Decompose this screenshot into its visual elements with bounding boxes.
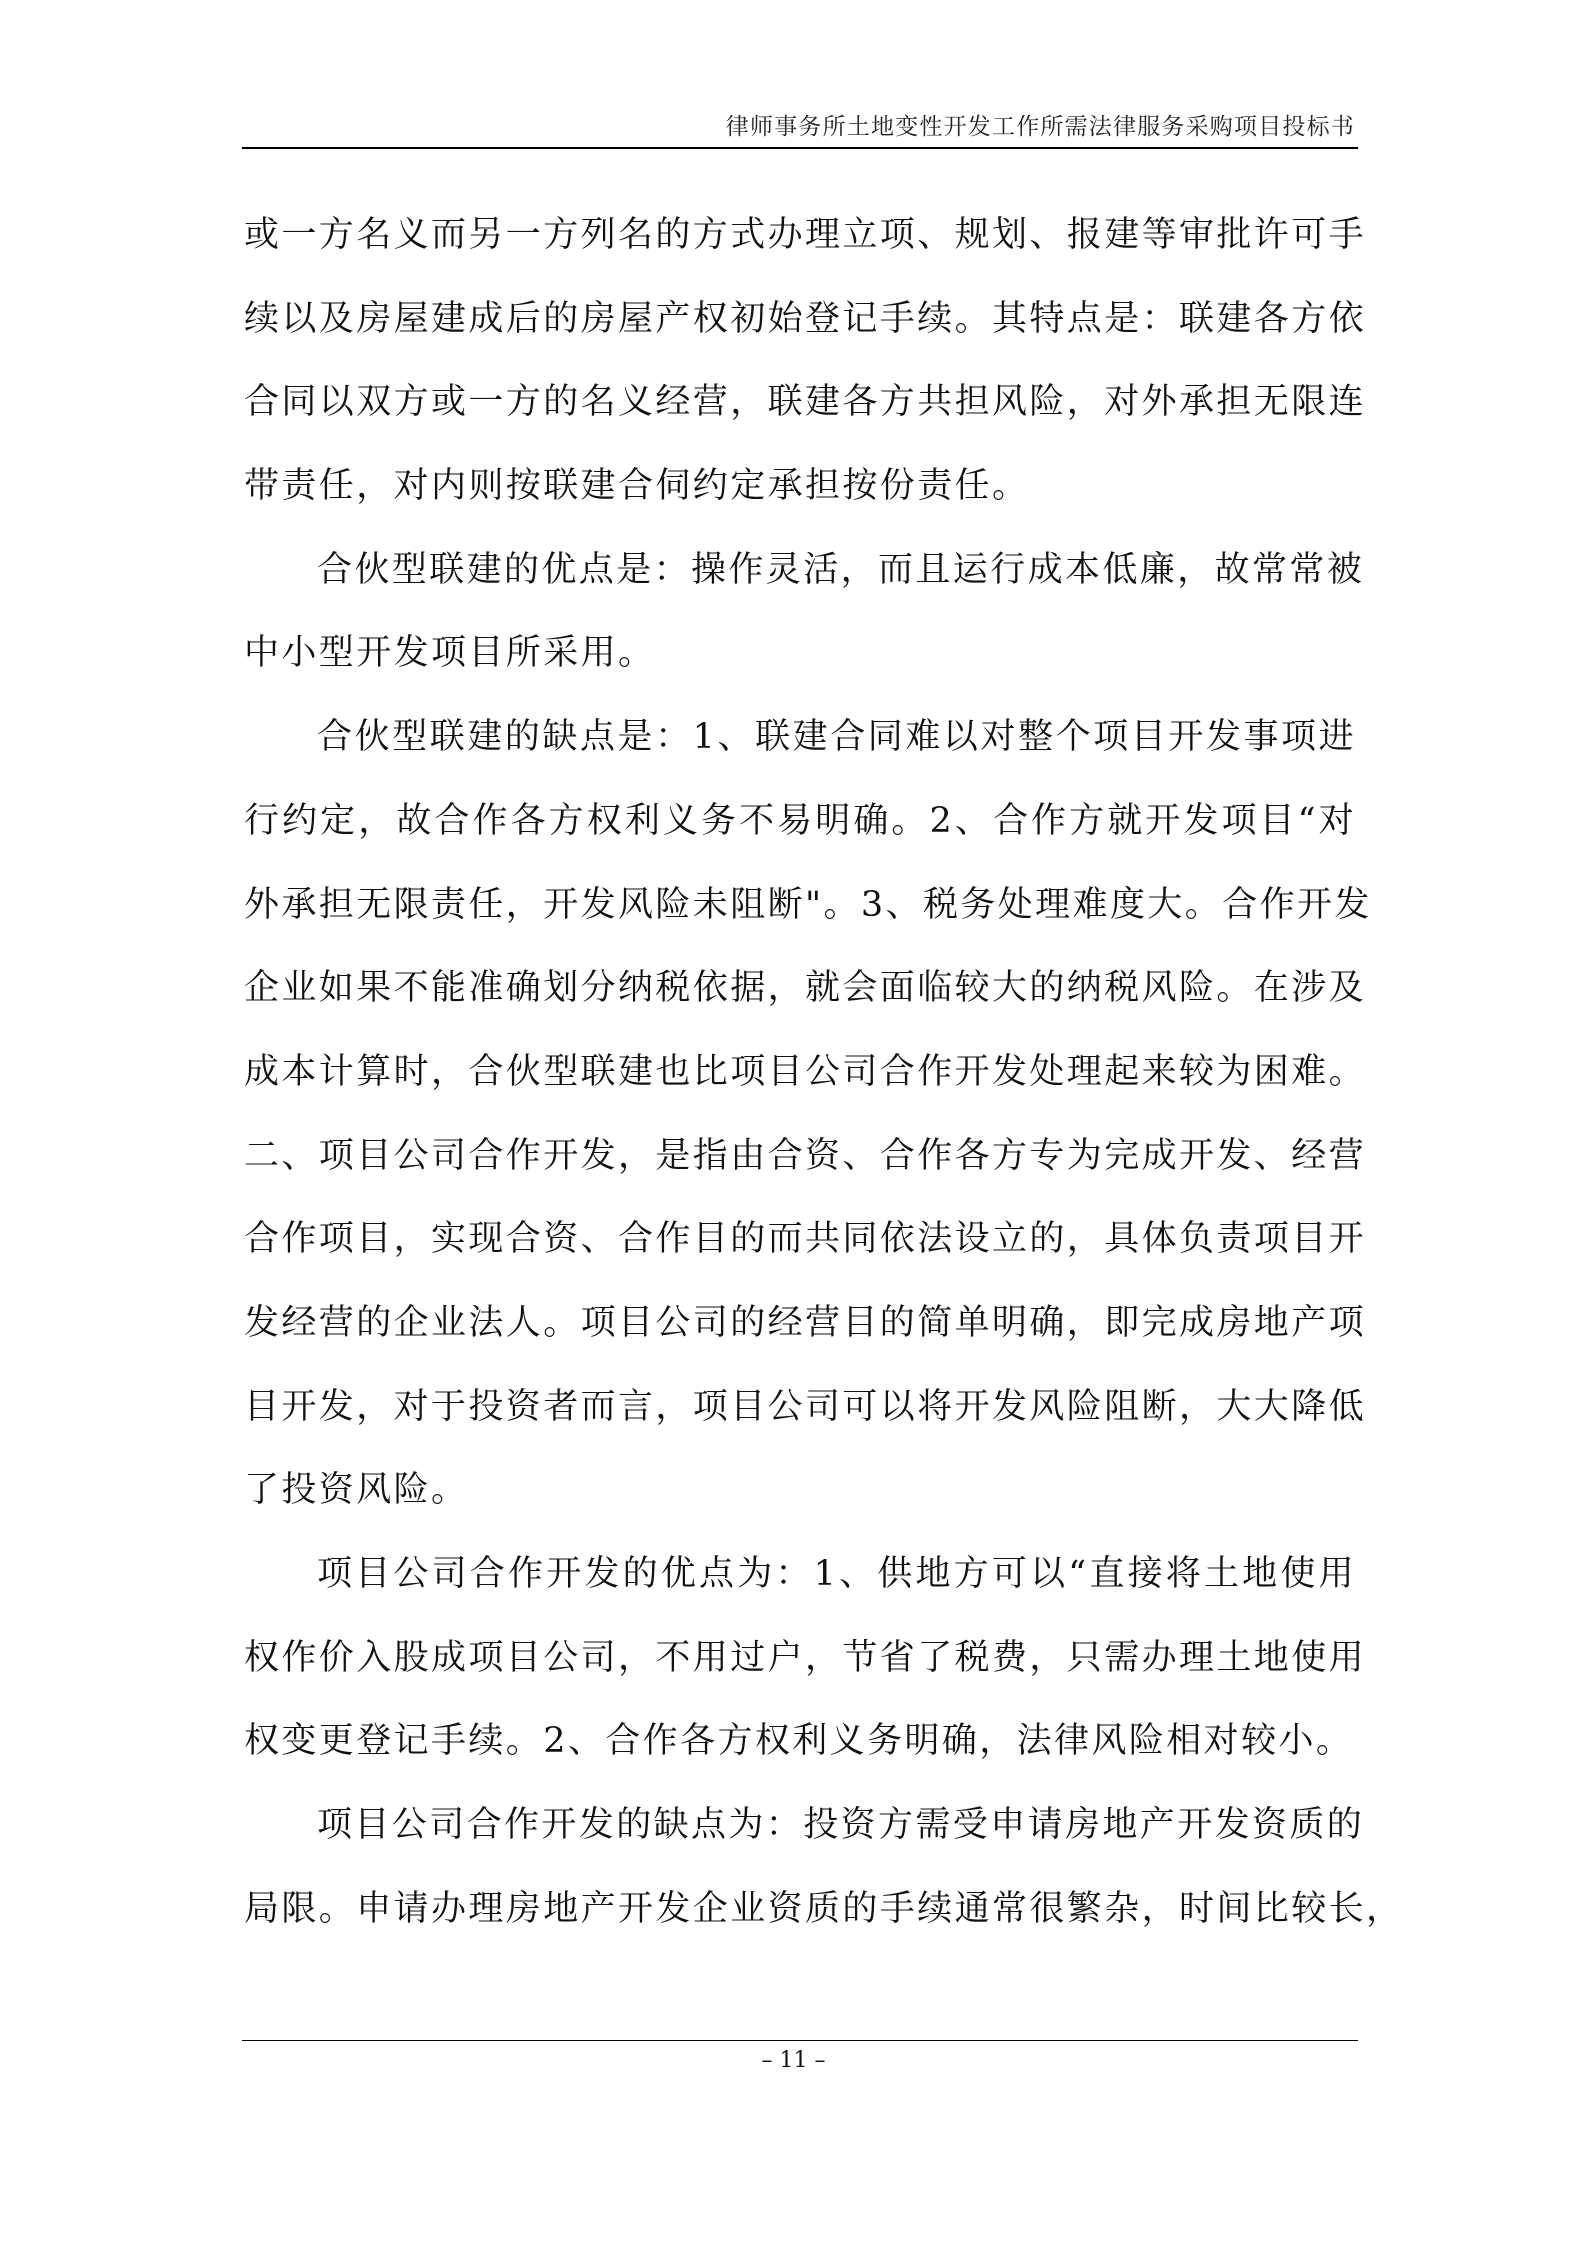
page-number: – 11 – [761, 2048, 826, 2073]
text-line: 外承担无限责任，开发风险未阻断"。3、税务处理难度大。合作开发 [244, 884, 1372, 925]
text-line: 二、项目公司合作开发，是指由合资、合作各方专为完成开发、经营 [244, 1135, 1367, 1176]
text-line: 合伙型联建的缺点是：1、联建合同难以对整个项目开发事项进 [317, 717, 1356, 758]
text-line: 目开发，对于投资者而言，项目公司可以将开发风险阻断，大大降低 [244, 1386, 1367, 1427]
text-line: 带责任，对内则按联建合伺约定承担按份责任。 [244, 466, 1030, 507]
header-divider [242, 147, 1358, 149]
text-line: 发经营的企业法人。项目公司的经营目的简单明确，即完成房地产项 [244, 1302, 1367, 1343]
text-line: 项目公司合作开发的优点为：1、供地方可以“直接将土地使用 [317, 1554, 1356, 1594]
text-line: 权变更登记手续。2、合作各方权利义务明确，法律风险相对较小。 [244, 1721, 1354, 1762]
text-line: 权作价入股成项目公司，不用过户，节省了税费，只需办理土地使用 [244, 1637, 1367, 1678]
text-line: 成本计算时，合伙型联建也比项目公司合作开发处理起来较为困难。 [244, 1051, 1367, 1092]
body-text [244, 203, 1404, 1960]
page-header-title: 律师事务所土地变性开发工作所需法律服务采购项目投标书 [725, 114, 1355, 140]
text-line: 合同以双方或一方的名义经营，联建各方共担风险，对外承担无限连 [244, 382, 1367, 423]
text-line: 或一方名义而另一方列名的方式办理立项、规划、报建等审批许可手 [244, 215, 1367, 255]
text-line: 企业如果不能准确划分纳税依据，就会面临较大的纳税风险。在涉及 [244, 968, 1367, 1009]
text-line: 续以及房屋建成后的房屋产权初始登记手续。其特点是：联建各方依 [244, 298, 1367, 339]
text-line: 中小型开发项目所采用。 [244, 633, 656, 674]
text-line: 了投资风险。 [244, 1470, 469, 1511]
text-line: 合伙型联建的优点是：操作灵活，而且运行成本低廉，故常常被 [317, 549, 1365, 590]
text-line: 项目公司合作开发的缺点为：投资方需受申请房地产开发资质的 [317, 1805, 1365, 1846]
text-line: 局限。申请办理房地产开发企业资质的手续通常很繁杂，时间比较长， [244, 1888, 1404, 1929]
footer-divider [242, 2040, 1358, 2041]
text-line: 行约定，故合作各方权利义务不易明确。2、合作方就开发项目“对 [244, 800, 1356, 841]
text-line: 合作项目，实现合资、合作目的而共同依法设立的，具体负责项目开 [244, 1219, 1367, 1260]
